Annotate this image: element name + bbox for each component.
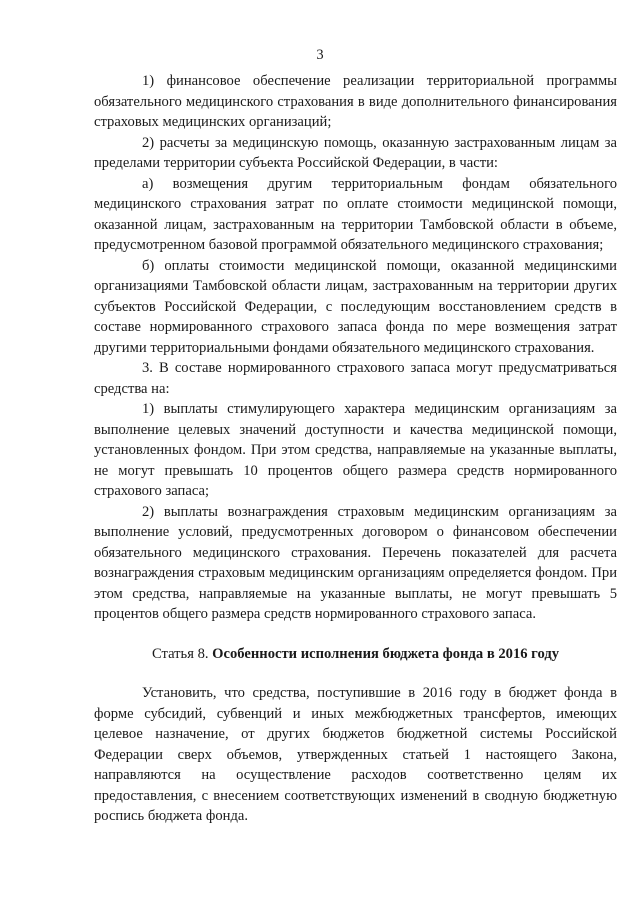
paragraph-payment: б) оплаты стоимости медицинской помощи, оказанной медицинскими организациями Тамбовской области лицам, застрахованным на территории других субъектов Российской Федерации, с последующим восстановлением средств в составе нормированного страхового запаса фонда по мере возмещения затрат другими территориальными фондами обязательного медицинского страхования.	[94, 257, 617, 356]
paragraph-reimbursement: а) возмещения другим территориальным фондам обязательного медицинского страхования затрат по оплате стоимости медицинской помощи, оказанной лицам, застрахованным на территории Тамбовской области в объеме, предусмотренном базовой программой обязательного медицинского страхования;	[94, 175, 617, 253]
article-title: Особенности исполнения бюджета фонда в 2016 году	[212, 645, 560, 662]
article-prefix: Статья 8.	[151, 645, 213, 662]
paragraph-remuneration: 2) выплаты вознаграждения страховым медицинским организациям за выполнение условий, предусмотренных договором о финансовом обеспечении обязательного медицинского страхования. Перечень показателей для расчета вознаграждения страховым медицинским организациям определяется фондом. При этом средства, направляемые на указанные выплаты, не могут превышать 5 процентов общего размера средств нормированного страхового запаса.	[94, 503, 617, 622]
paragraph-incentive-payments: 1) выплаты стимулирующего характера медицинским организациям за выполнение целевых значений доступности и качества медицинской помощи, установленных фондом. При этом средства, направляемые на указанные выплаты, не могут превышать 10 процентов общего размера средств нормированного страхового запаса;	[94, 401, 617, 499]
document-body	[94, 71, 617, 827]
page-number: 3	[316, 47, 324, 63]
article-heading	[94, 644, 617, 665]
paragraph-financing: 1) финансовое обеспечение реализации территориальной программы обязательного медицинского страхования в виде дополнительного финансирования страховых медицинских организаций;	[94, 73, 617, 130]
paragraph-settlements: 2) расчеты за медицинскую помощь, оказанную застрахованным лицам за пределами территории субъекта Российской Федерации, в части:	[94, 134, 617, 171]
paragraph-reserve-intro: 3. В составе нормированного страхового запаса могут предусматриваться средства на:	[94, 360, 617, 397]
paragraph-article-8: Установить, что средства, поступившие в 2016 году в бюджет фонда в форме субсидий, субвенций и иных межбюджетных трансфертов, имеющих целевое назначение, от других бюджетов бюджетной системы Российской Федерации сверх объемов, утвержденных статьей 1 настоящего Закона, направляются на осуществление расходов соответственно целям их предоставления, с внесением соответствующих изменений в сводную бюджетную роспись бюджета фонда.	[94, 685, 617, 824]
